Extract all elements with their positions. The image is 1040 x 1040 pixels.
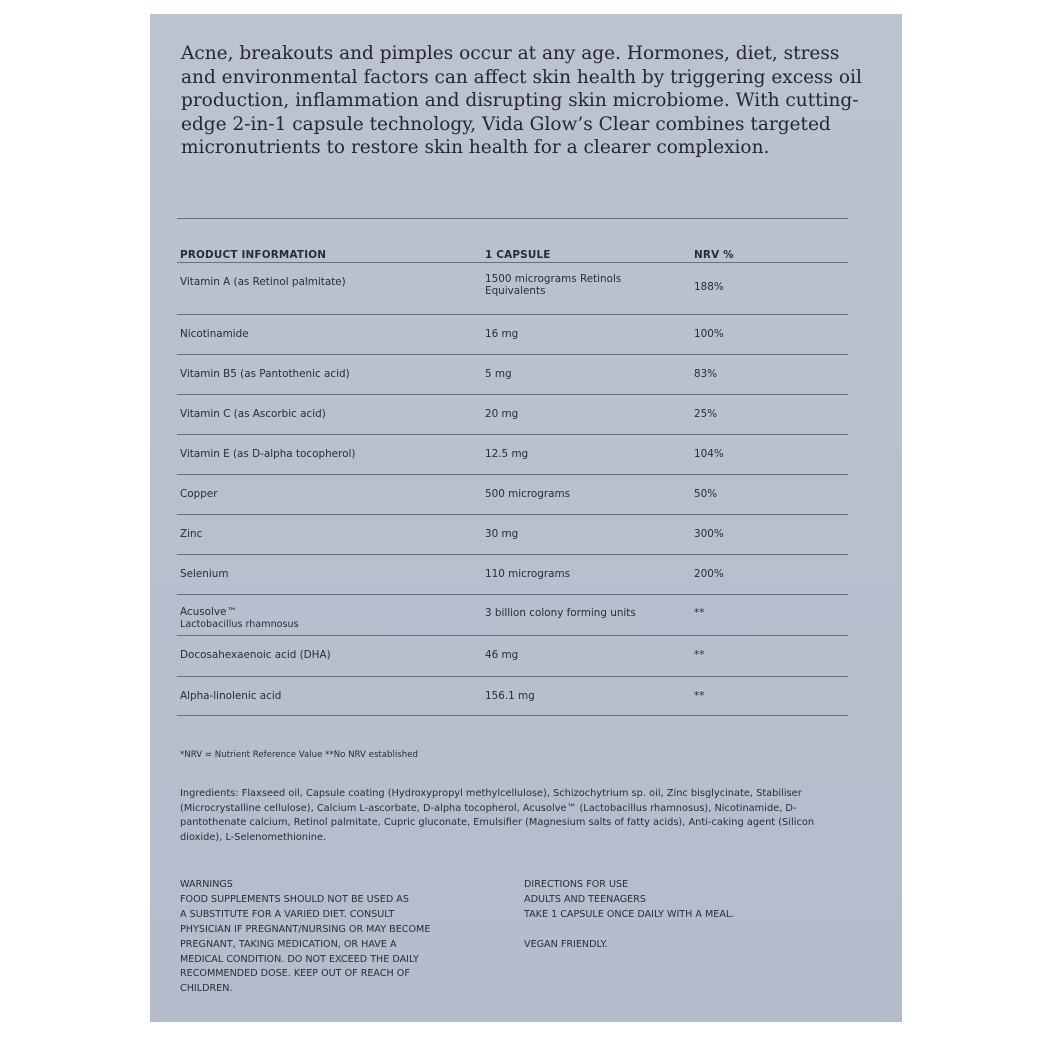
- warnings-line: PHYSICIAN IF PREGNANT/NURSING OR MAY BECOME: [180, 923, 431, 935]
- directions-title: DIRECTIONS FOR USE: [524, 879, 629, 890]
- directions-instruction: TAKE 1 CAPSULE ONCE DAILY WITH A MEAL.: [524, 908, 735, 920]
- warnings-line: PREGNANT, TAKING MEDICATION, OR HAVE A: [180, 938, 397, 950]
- table-row: [177, 262, 848, 314]
- directions-spacer: [524, 923, 844, 938]
- vegan-friendly-label: VEGAN FRIENDLY.: [524, 938, 608, 950]
- header-nrv: NRV %: [694, 249, 734, 261]
- nutrient-amount: 110 micrograms: [485, 568, 571, 580]
- nutrient-amount: 1500 micrograms Retinols Equivalents: [485, 273, 622, 297]
- nutrient-nrv: **: [694, 690, 705, 702]
- nutrient-nrv: **: [694, 607, 705, 619]
- nutrient-name: Nicotinamide: [180, 328, 249, 340]
- nutrient-name: Docosahexaenoic acid (DHA): [180, 649, 331, 661]
- table-row: [177, 354, 848, 394]
- warnings-line: FOOD SUPPLEMENTS SHOULD NOT BE USED AS: [180, 893, 409, 905]
- directions-audience: ADULTS AND TEENAGERS: [524, 893, 646, 905]
- header-product-information: PRODUCT INFORMATION: [180, 249, 327, 261]
- nutrient-name: Acusolve™: [180, 606, 237, 618]
- directions-block: [524, 878, 844, 953]
- nutrient-name: Selenium: [180, 568, 229, 580]
- table-row: [177, 554, 848, 594]
- nutrient-name: Zinc: [180, 528, 203, 540]
- table-row: [177, 514, 848, 554]
- warnings-line: A SUBSTITUTE FOR A VARIED DIET. CONSULT: [180, 908, 395, 920]
- nutrient-amount: 20 mg: [485, 408, 519, 420]
- table-row: [177, 474, 848, 514]
- nutrient-name: Copper: [180, 488, 218, 500]
- header-capsule: 1 CAPSULE: [485, 249, 551, 261]
- nutrient-name: Alpha-linolenic acid: [180, 690, 282, 702]
- table-row: [177, 635, 848, 676]
- nutrient-amount: 3 billion colony forming units: [485, 607, 636, 619]
- nutrient-amount: 16 mg: [485, 328, 519, 340]
- nutrient-nrv: 100%: [694, 328, 724, 340]
- table-row: [177, 314, 848, 354]
- table-header-row: [177, 218, 848, 262]
- nutrient-amount: 5 mg: [485, 368, 512, 380]
- nrv-footnote: *NRV = Nutrient Reference Value **No NRV established: [180, 750, 418, 760]
- nutrient-name: Vitamin A (as Retinol palmitate): [180, 276, 346, 288]
- nutrient-nrv: 188%: [694, 281, 724, 293]
- nutrient-nrv: 104%: [694, 448, 724, 460]
- nutrient-nrv: 25%: [694, 408, 718, 420]
- table-row: [177, 434, 848, 474]
- nutrition-table: [177, 218, 848, 716]
- nutrient-amount: 12.5 mg: [485, 448, 529, 460]
- nutrient-nrv: 200%: [694, 568, 724, 580]
- nutrient-nrv: 83%: [694, 368, 718, 380]
- nutrient-amount: 46 mg: [485, 649, 519, 661]
- ingredients-list: Ingredients: Flaxseed oil, Capsule coating (Hydroxypropyl methylcellulose), Schizochytrium sp. oil, Zinc bisglycinate, Stabiliser (Microcrystalline cellulose), Calcium L-ascorbate, D-alpha tocopherol, Acusolve™ (Lactobacillus rhamnosus), Nicotinamide, D-pantothenate calcium, Retinol palmitate, Cupric gluconate, Emulsifier (Magnesium salts of fatty acids), Anti-caking agent (Silicon dioxide), L-Selenomethionine.: [180, 788, 815, 843]
- label-panel: [150, 14, 902, 1022]
- nutrient-name: Vitamin C (as Ascorbic acid): [180, 408, 326, 420]
- nutrient-amount: 156.1 mg: [485, 690, 535, 702]
- warnings-line: MEDICAL CONDITION. DO NOT EXCEED THE DAILY: [180, 953, 419, 965]
- table-row: [177, 676, 848, 716]
- warnings-line: CHILDREN.: [180, 983, 233, 995]
- nutrient-nrv: 50%: [694, 488, 718, 500]
- nutrient-name: Vitamin B5 (as Pantothenic acid): [180, 368, 350, 380]
- nutrient-amount: 30 mg: [485, 528, 519, 540]
- warnings-line: RECOMMENDED DOSE. KEEP OUT OF REACH OF: [180, 968, 410, 980]
- nutrient-amount: 500 micrograms: [485, 488, 571, 500]
- nutrient-nrv: 300%: [694, 528, 724, 540]
- table-row: [177, 394, 848, 434]
- intro-paragraph: Acne, breakouts and pimples occur at any age. Hormones, diet, stress and environmental factors can affect skin health by triggering excess oil production, inflammation and disrupting skin microbiome. With cutting-edge 2-in-1 capsule technology, Vida Glow’s Clear combines targeted micronutrients to restore skin health for a clearer complexion.: [181, 43, 862, 159]
- nutrient-subname: Lactobacillus rhamnosus: [180, 619, 299, 630]
- warnings-title: WARNINGS: [180, 879, 233, 890]
- warnings-block: [180, 878, 510, 997]
- table-row: [177, 594, 848, 635]
- nutrient-nrv: **: [694, 649, 705, 661]
- nutrient-name: Vitamin E (as D-alpha tocopherol): [180, 448, 356, 460]
